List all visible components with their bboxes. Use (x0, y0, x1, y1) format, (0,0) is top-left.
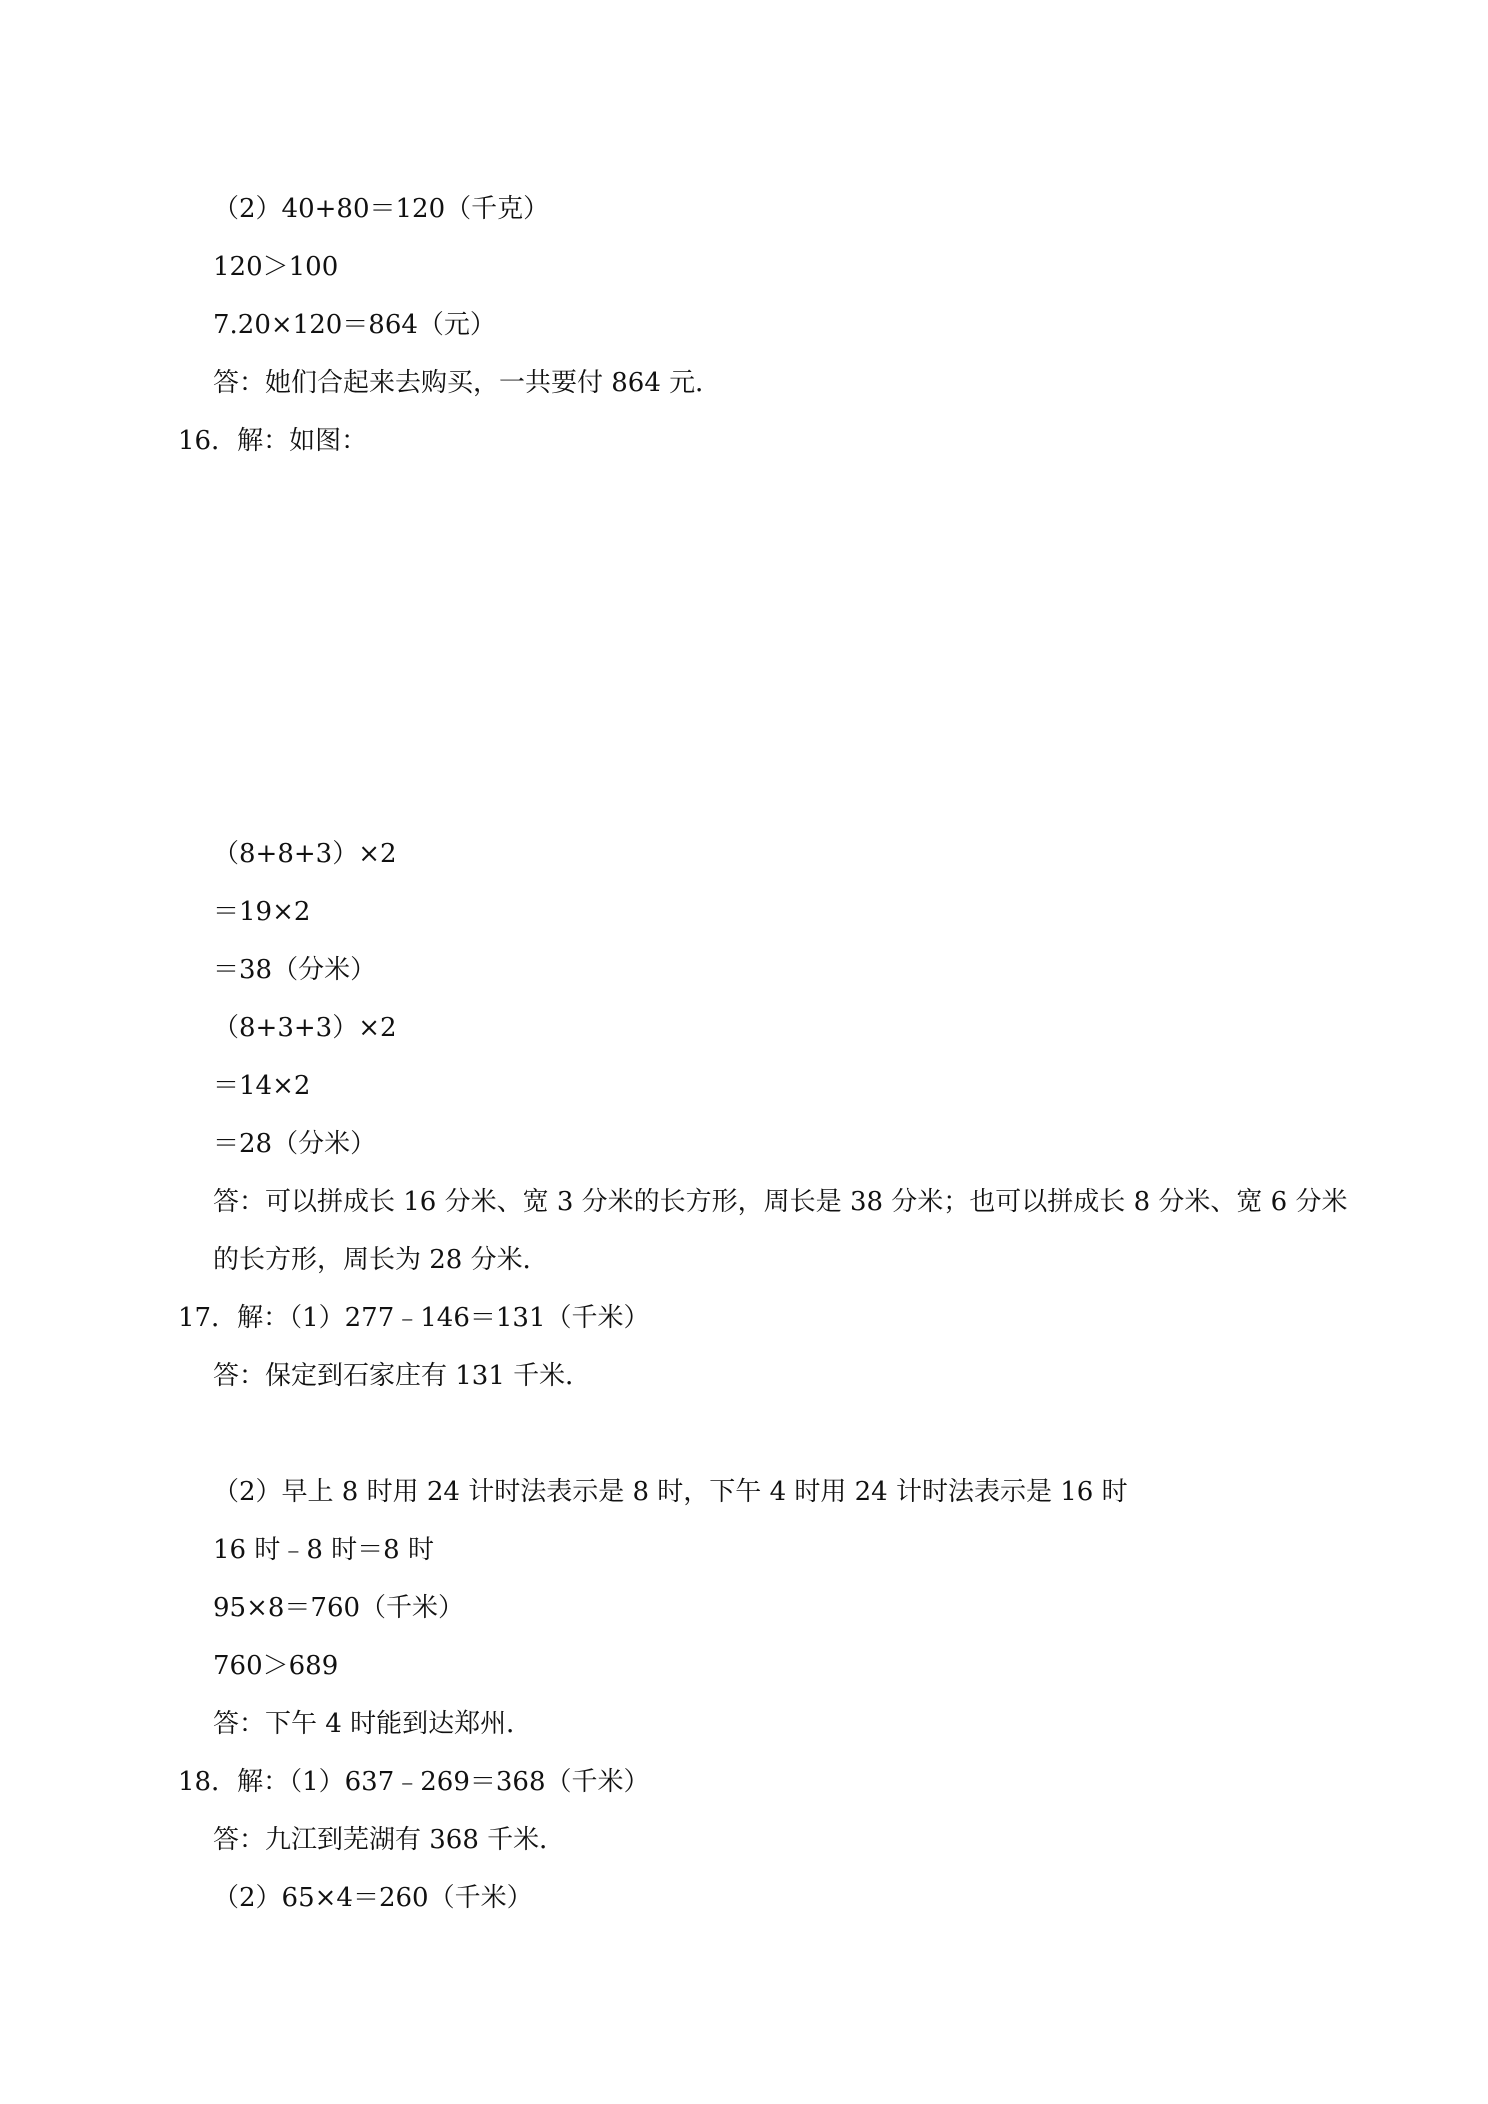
text-line: （2）40+80＝120（千克） (213, 194, 550, 224)
text-line: 的长方形，周长为 28 分米． (213, 1245, 549, 1275)
text-line: 120＞100 (213, 252, 339, 282)
text-line: 7.20×120＝864（元） (213, 310, 496, 340)
text-line: 答：她们合起来去购买，一共要付 864 元． (213, 368, 722, 398)
figure-placeholder (213, 495, 1213, 795)
text-line: 答：保定到石家庄有 131 千米． (213, 1361, 592, 1391)
text-line: 760＞689 (213, 1651, 339, 1681)
text-line: （2）65×4＝260（千米） (213, 1883, 533, 1913)
text-line: 95×8＝760（千米） (213, 1593, 465, 1623)
question-heading: 16．解：如图： (178, 426, 368, 456)
text-line: 答：可以拼成长 16 分米、宽 3 分米的长方形，周长是 38 分米；也可以拼成长 8 分米、宽 6 分米 (213, 1187, 1348, 1217)
text-line: （8+3+3）×2 (213, 1013, 397, 1043)
text-line: ＝19×2 (213, 897, 311, 927)
question-heading: 18．解：（1）637﹣269＝368（千米） (178, 1767, 650, 1797)
text-line: ＝14×2 (213, 1071, 311, 1101)
text-line: 16 时﹣8 时＝8 时 (213, 1535, 434, 1565)
text-line: ＝38（分米） (213, 955, 377, 985)
text-line: ＝28（分米） (213, 1129, 377, 1159)
text-line: （8+8+3）×2 (213, 839, 397, 869)
text-line: （2）早上 8 时用 24 计时法表示是 8 时，下午 4 时用 24 计时法表示是 16 时 (213, 1477, 1128, 1507)
question-heading: 17．解：（1）277﹣146＝131（千米） (178, 1303, 650, 1333)
text-line: 答：下午 4 时能到达郑州． (213, 1709, 533, 1739)
text-line: 答：九江到芜湖有 368 千米． (213, 1825, 566, 1855)
